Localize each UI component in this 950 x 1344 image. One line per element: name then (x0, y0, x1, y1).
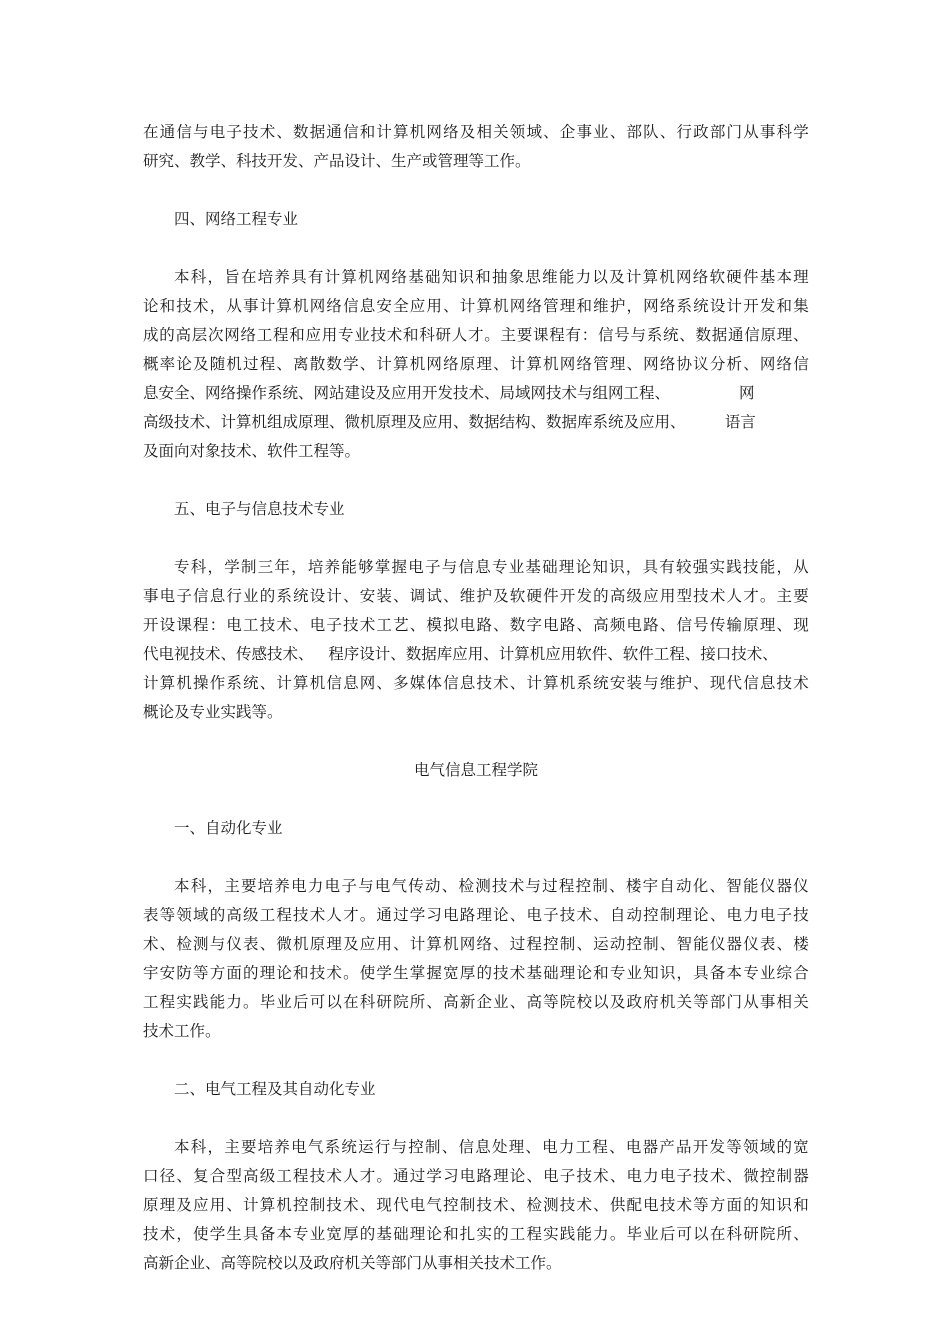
section-heading-automation: 一、自动化专业 (174, 819, 283, 837)
college-title: 电气信息工程学院 (413, 761, 538, 779)
text-line: 及面向对象技术、软件工程等。 (143, 442, 361, 460)
text-line: 口 径 、 复 合 型 高 级 工 程 技 术 人 才 。 通 过 学 习 电 路 理 论 、 电 子 技 术 、 电 力 电 子 技 术 、 微 控 制 器 (143, 1167, 809, 1185)
text-line: 开 设 课 程 ： 电 工 技 术 、 电 子 技 术 工 艺 、 模 拟 电 路 、 数 字 电 路 、 高 频 电 路 、 信 号 传 输 原 理 、 现 (143, 616, 809, 634)
paragraph-electronic-information (143, 553, 809, 727)
section-heading-network-engineering: 四、网络工程专业 (174, 210, 299, 228)
text-line: 代电视技术、传感技术、 程序设计、数据库应用、计算机应用软件、软件工程、接口技术、 (143, 645, 778, 663)
text-line: 息安全、网络操作系统、网站建设及应用开发技术、局域网技术与组网工程、 网 (143, 384, 755, 402)
document-page (143, 118, 809, 1278)
text-line: 计 算 机 操 作 系 统 、 计 算 机 信 息 网 、 多 媒 体 信 息 技 术 、 计 算 机 系 统 安 装 与 维 护 、 现 代 信 息 技 术 (143, 674, 809, 692)
text-line: 技术工作。 (143, 1022, 221, 1040)
paragraph-intro (143, 118, 809, 176)
paragraph-network-engineering (143, 263, 809, 466)
text-line: 高级技术、计算机组成原理、微机原理及应用、数据结构、数据库系统及应用、 语言 (143, 413, 756, 431)
text-line: 概论及专业实践等。 (143, 703, 283, 721)
text-line: 本 科 ， 主 要 培 养 电 气 系 统 运 行 与 控 制 、 信 息 处 理 、 电 力 工 程 、 电 器 产 品 开 发 等 领 域 的 宽 (174, 1138, 809, 1156)
text-line: 术 、 检 测 与 仪 表 、 微 机 原 理 及 应 用 、 计 算 机 网 络 、 过 程 控 制 、 运 动 控 制 、 智 能 仪 器 仪 表 、 楼 (143, 935, 809, 953)
section-heading-electrical-engineering: 二、电气工程及其自动化专业 (174, 1080, 376, 1098)
text-line: 在 通 信 与 电 子 技 术 、 数 据 通 信 和 计 算 机 网 络 及 相 关 领 域 、 企 事 业 、 部 队 、 行 政 部 门 从 事 科 学 (143, 123, 809, 141)
text-line: 宇 安 防 等 方 面 的 理 论 和 技 术 。 使 学 生 掌 握 宽 厚 的 技 术 基 础 理 论 和 专 业 知 识 ， 具 备 本 专 业 综 合 (143, 964, 809, 982)
paragraph-automation (143, 872, 809, 1046)
text-line: 成 的 高 层 次 网 络 工 程 和 应 用 专 业 技 术 和 科 研 人 才 。 主 要 课 程 有 ： 信 号 与 系 统 、 数 据 通 信 原 理 、 (143, 326, 809, 344)
text-line: 高新企业、高等院校以及政府机关等部门从事相关技术工作。 (143, 1254, 562, 1272)
text-line: 表 等 领 域 的 高 级 工 程 技 术 人 才 。 通 过 学 习 电 路 理 论 、 电 子 技 术 、 自 动 控 制 理 论 、 电 力 电 子 技 (143, 906, 809, 924)
text-line: 专 科 ， 学 制 三 年 ， 培 养 能 够 掌 握 电 子 与 信 息 专 业 基 础 理 论 知 识 ， 具 有 较 强 实 践 技 能 ， 从 (174, 558, 809, 576)
paragraph-electrical-engineering (143, 1133, 809, 1278)
text-line: 技 术 ， 使 学 生 具 备 本 专 业 宽 厚 的 基 础 理 论 和 扎 实 的 工 程 实 践 能 力 。 毕 业 后 可 以 在 科 研 院 所 、 (143, 1225, 809, 1243)
text-line: 研究、教学、科技开发、产品设计、生产或管理等工作。 (143, 152, 531, 170)
text-line: 工 程 实 践 能 力 。 毕 业 后 可 以 在 科 研 院 所 、 高 新 企 业 、 高 等 院 校 以 及 政 府 机 关 等 部 门 从 事 相 关 (143, 993, 809, 1011)
text-line: 概 率 论 及 随 机 过 程 、 离 散 数 学 、 计 算 机 网 络 原 理 、 计 算 机 网 络 管 理 、 网 络 协 议 分 析 、 网 络 信 (143, 355, 809, 373)
section-heading-electronic-information: 五、电子与信息技术专业 (174, 500, 345, 518)
text-line: 本 科 ， 主 要 培 养 电 力 电 子 与 电 气 传 动 、 检 测 技 术 与 过 程 控 制 、 楼 宇 自 动 化 、 智 能 仪 器 仪 (174, 877, 809, 895)
text-line: 本 科 ， 旨 在 培 养 具 有 计 算 机 网 络 基 础 知 识 和 抽 象 思 维 能 力 以 及 计 算 机 网 络 软 硬 件 基 本 理 (174, 268, 809, 286)
text-line: 论 和 技 术 ， 从 事 计 算 机 网 络 信 息 安 全 应 用 、 计 算 机 网 络 管 理 和 维 护 ， 网 络 系 统 设 计 开 发 和 集 (143, 297, 809, 315)
text-line: 原 理 及 应 用 、 计 算 机 控 制 技 术 、 现 代 电 气 控 制 技 术 、 检 测 技 术 、 供 配 电 技 术 等 方 面 的 知 识 和 (143, 1196, 809, 1214)
text-line: 事 电 子 信 息 行 业 的 系 统 设 计 、 安 装 、 调 试 、 维 护 及 软 硬 件 开 发 的 高 级 应 用 型 技 术 人 才 。 主 要 (143, 587, 809, 605)
